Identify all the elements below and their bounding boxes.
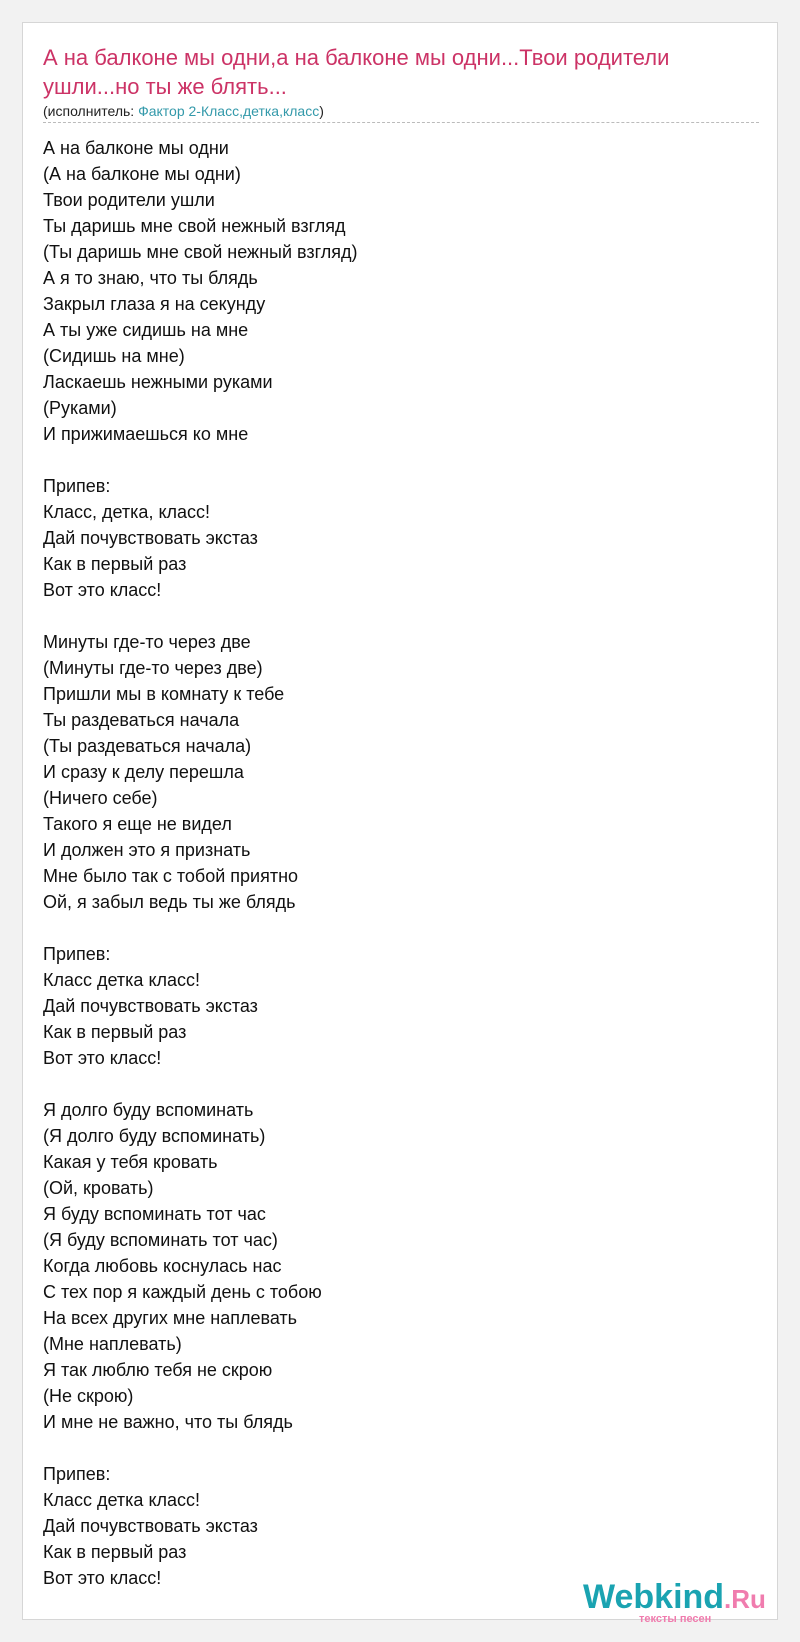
lyric-line: Дай почувствовать экстаз	[43, 996, 258, 1016]
lyric-line: (Минуты где-то через две)	[43, 658, 263, 678]
lyric-line: И сразу к делу перешла	[43, 762, 244, 782]
performer-link[interactable]: Фактор 2-Класс,детка,класс	[138, 103, 320, 119]
lyric-line: Класс детка класс!	[43, 970, 201, 990]
lyric-line: Мне было так с тобой приятно	[43, 866, 299, 886]
lyric-line: Класс, детка, класс!	[43, 502, 211, 522]
lyric-line: Как в первый раз	[43, 554, 187, 574]
logo-wordmark	[583, 1579, 766, 1617]
lyric-line: Вот это класс!	[43, 580, 162, 600]
lyric-line: Я так люблю тебя не скрою	[43, 1360, 273, 1380]
lyric-line: (Сидишь на мне)	[43, 346, 185, 366]
lyric-line: Какая у тебя кровать	[43, 1152, 218, 1172]
lyric-line: Дай почувствовать экстаз	[43, 1516, 258, 1536]
logo-tagline: тексты песен	[639, 1613, 712, 1625]
lyric-line	[43, 915, 759, 941]
lyric-line: (Я долго буду вспоминать)	[43, 1126, 266, 1146]
lyric-line: И мне не важно, что ты блядь	[43, 1412, 293, 1432]
lyric-line: Ласкаешь нежными руками	[43, 372, 273, 392]
lyric-line: (Ты раздеваться начала)	[43, 736, 252, 756]
performer-label: (исполнитель:	[43, 103, 139, 119]
lyric-line: Я долго буду вспоминать	[43, 1100, 254, 1120]
lyric-line	[43, 603, 759, 629]
lyric-line: И должен это я признать	[43, 840, 251, 860]
lyric-line: А я то знаю, что ты блядь	[43, 268, 258, 288]
lyric-line: (Ты даришь мне свой нежный взгляд)	[43, 242, 358, 262]
logo-suffix: .Ru	[724, 1584, 766, 1614]
lyric-line: С тех пор я каждый день с тобою	[43, 1282, 322, 1302]
lyric-line: Припев:	[43, 944, 111, 964]
lyric-line: Ты даришь мне свой нежный взгляд	[43, 216, 346, 236]
lyric-line: А на балконе мы одни	[43, 138, 229, 158]
lyrics-card	[22, 22, 778, 1625]
lyric-line: А ты уже сидишь на мне	[43, 320, 249, 340]
lyric-line: Такого я еще не видел	[43, 814, 232, 834]
song-title: А на балконе мы одни,а на балконе мы одни...Твои родители ушли...но ты же блять...	[43, 45, 670, 99]
lyric-line: На всех других мне наплевать	[43, 1308, 298, 1328]
lyric-line: Ты раздеваться начала	[43, 710, 240, 730]
lyric-line: Дай почувствовать экстаз	[43, 528, 258, 548]
lyric-line: Вот это класс!	[43, 1568, 162, 1588]
lyric-line: Ой, я забыл ведь ты же блядь	[43, 892, 296, 912]
lyric-line: Вот это класс!	[43, 1048, 162, 1068]
lyric-line: Класс детка класс!	[43, 1490, 201, 1510]
lyric-line: (А на балконе мы одни)	[43, 164, 241, 184]
lyric-line: (Я буду вспоминать тот час)	[43, 1230, 278, 1250]
lyric-line: (Ой, кровать)	[43, 1178, 154, 1198]
lyric-line: Твои родители ушли	[43, 190, 215, 210]
performer-line	[43, 102, 759, 123]
lyric-line: Как в первый раз	[43, 1542, 187, 1562]
lyric-line: Я буду вспоминать тот час	[43, 1204, 266, 1224]
lyric-line	[43, 447, 759, 473]
lyric-line: Закрыл глаза я на секунду	[43, 294, 266, 314]
lyric-line: Как в первый раз	[43, 1022, 187, 1042]
lyric-line: (Ничего себе)	[43, 788, 158, 808]
lyric-line: Пришли мы в комнату к тебе	[43, 684, 285, 704]
lyric-line: (Руками)	[43, 398, 117, 418]
performer-close: )	[319, 103, 324, 119]
lyrics-text	[43, 135, 759, 1591]
lyric-line: (Не скрою)	[43, 1386, 134, 1406]
lyric-line	[43, 1071, 759, 1097]
lyric-line: Припев:	[43, 1464, 111, 1484]
lyric-line: Минуты где-то через две	[43, 632, 251, 652]
lyric-line: (Мне наплевать)	[43, 1334, 182, 1354]
lyric-line: Припев:	[43, 476, 111, 496]
logo-main-text: Webkind	[583, 1578, 725, 1616]
site-logo[interactable]	[583, 1579, 783, 1627]
lyric-line	[43, 1435, 759, 1461]
lyric-line: И прижимаешься ко мне	[43, 424, 249, 444]
lyric-line: Когда любовь коснулась нас	[43, 1256, 282, 1276]
